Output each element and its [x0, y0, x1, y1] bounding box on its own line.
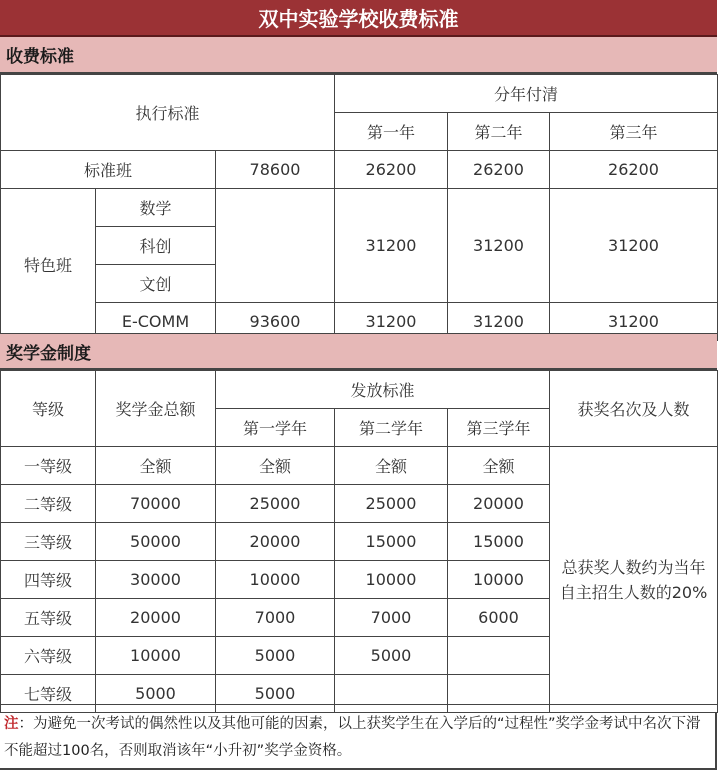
fee-header-row-1 [1, 75, 718, 113]
year-2-cell: 25000 [335, 485, 448, 523]
total-cell: 50000 [96, 523, 216, 561]
fee-section-heading: 收费标准 [0, 37, 717, 74]
level-cell: 二等级 [1, 485, 96, 523]
special-subjects-year-2: 31200 [448, 189, 550, 303]
year-3-cell: 全额 [448, 447, 550, 485]
total-cell: 全额 [96, 447, 216, 485]
year-2-cell: 15000 [335, 523, 448, 561]
standard-class-year-2: 26200 [448, 151, 550, 189]
scholarship-header-winners: 获奖名次及人数 [550, 371, 718, 447]
year-2-cell: 全额 [335, 447, 448, 485]
special-subjects-year-3: 31200 [550, 189, 718, 303]
level-cell: 六等级 [1, 637, 96, 675]
scholarship-section-heading: 奖学金制度 [0, 333, 717, 370]
year-1-cell: 5000 [216, 637, 335, 675]
winners-note-line-2: 自主招生人数的20% [559, 582, 708, 602]
scholarship-row [1, 447, 718, 485]
level-cell: 五等级 [1, 599, 96, 637]
level-cell: 一等级 [1, 447, 96, 485]
year-1-cell: 5000 [216, 675, 335, 713]
standard-class-year-3: 26200 [550, 151, 718, 189]
footnote [0, 704, 717, 770]
year-1-cell: 7000 [216, 599, 335, 637]
ecomm-total: 93600 [216, 303, 335, 341]
year-3-cell: 10000 [448, 561, 550, 599]
page-title: 双中实验学校收费标准 [0, 0, 717, 37]
fee-row-special-math [1, 189, 718, 227]
year-3-cell: 15000 [448, 523, 550, 561]
footnote-mark: 注 [4, 716, 19, 732]
standard-class-name: 标准班 [1, 151, 216, 189]
ecomm-year-1: 31200 [335, 303, 448, 341]
standard-class-year-1: 26200 [335, 151, 448, 189]
fee-table [0, 74, 718, 341]
year-3-cell: 20000 [448, 485, 550, 523]
year-1-cell: 20000 [216, 523, 335, 561]
standard-class-total: 78600 [216, 151, 335, 189]
ecomm-year-2: 31200 [448, 303, 550, 341]
year-1-cell: 10000 [216, 561, 335, 599]
special-subject-science: 科创 [96, 227, 216, 265]
fee-row-standard-class [1, 151, 718, 189]
year-1-cell: 全额 [216, 447, 335, 485]
special-class-name: 特色班 [1, 189, 96, 341]
special-subject-liberal: 文创 [96, 265, 216, 303]
ecomm-year-3: 31200 [550, 303, 718, 341]
scholarship-header-distribution: 发放标准 [216, 371, 550, 409]
level-cell: 三等级 [1, 523, 96, 561]
scholarship-header-row-1 [1, 371, 718, 409]
total-cell: 10000 [96, 637, 216, 675]
scholarship-table [0, 370, 718, 713]
special-subjects-total [216, 189, 335, 303]
level-cell: 四等级 [1, 561, 96, 599]
fee-header-year-3: 第三年 [550, 113, 718, 151]
scholarship-header-year-2: 第二学年 [335, 409, 448, 447]
year-1-cell: 25000 [216, 485, 335, 523]
total-cell: 20000 [96, 599, 216, 637]
special-subjects-year-1: 31200 [335, 189, 448, 303]
total-cell: 5000 [96, 675, 216, 713]
year-2-cell: 10000 [335, 561, 448, 599]
scholarship-header-total: 奖学金总额 [96, 371, 216, 447]
winners-note-cell [550, 447, 718, 713]
ecomm-name: E-COMM [96, 303, 216, 341]
fee-header-standard: 执行标准 [1, 75, 335, 151]
fee-header-installment: 分年付清 [335, 75, 718, 113]
fee-header-year-2: 第二年 [448, 113, 550, 151]
fee-header-year-1: 第一年 [335, 113, 448, 151]
year-3-cell: 6000 [448, 599, 550, 637]
total-cell: 70000 [96, 485, 216, 523]
level-cell: 七等级 [1, 675, 96, 713]
year-2-cell: 5000 [335, 637, 448, 675]
scholarship-header-year-3: 第三学年 [448, 409, 550, 447]
special-subject-math: 数学 [96, 189, 216, 227]
year-3-cell [448, 637, 550, 675]
scholarship-header-year-1: 第一学年 [216, 409, 335, 447]
scholarship-header-level: 等级 [1, 371, 96, 447]
footnote-text: ：为避免一次考试的偶然性以及其他可能的因素，以上获奖学生在入学后的“过程性”奖学金考试中名次下滑不能超过100名，否则取消该年“小升初”奖学金资格。 [4, 716, 701, 759]
year-2-cell: 7000 [335, 599, 448, 637]
winners-note-line-1: 总获奖人数约为当年 [561, 557, 706, 577]
total-cell: 30000 [96, 561, 216, 599]
